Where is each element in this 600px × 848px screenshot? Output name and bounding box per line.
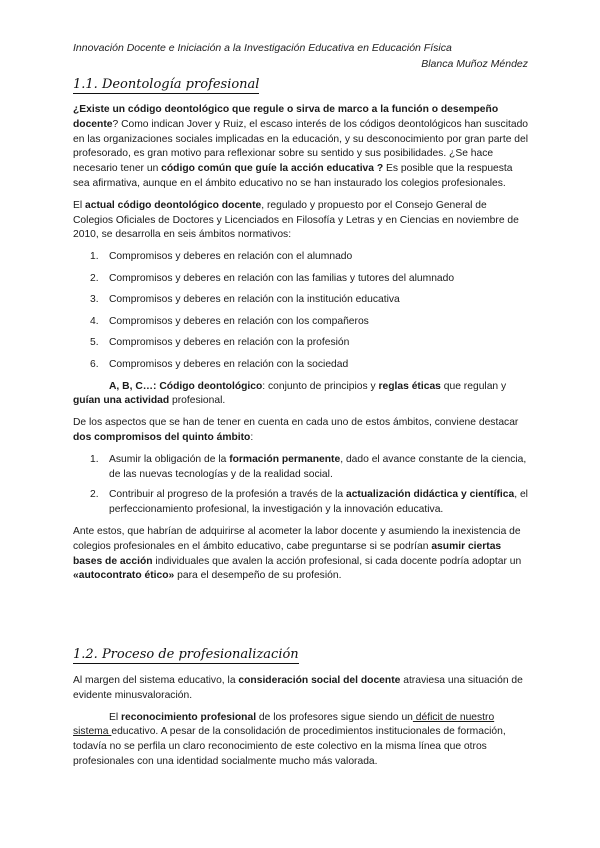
text: El xyxy=(109,711,122,723)
text: Asumir la obligación de la xyxy=(109,453,230,465)
paragraph xyxy=(73,711,529,770)
bold-text: «autocontrato ético» xyxy=(73,570,175,582)
text: El xyxy=(73,199,86,211)
list-number: 5. xyxy=(90,337,99,349)
paragraph xyxy=(73,525,529,584)
bold-text: guían una actividad xyxy=(73,395,170,407)
list-text: Compromisos y deberes en relación con la institución educativa xyxy=(109,294,400,306)
list-item xyxy=(73,488,529,518)
list-text: Compromisos y deberes en relación con las familias y tutores del alumnado xyxy=(109,272,455,284)
text: de los profesores sigue siendo un xyxy=(256,711,413,723)
bold-text: ¿Existe un código deontológico que regule o sirva de marco a la función o desempeño docente xyxy=(73,104,499,130)
underlined-text: déficit de nuestro sistema xyxy=(73,711,495,738)
section-body-deontologia xyxy=(73,103,529,584)
list-number: 6. xyxy=(90,358,99,370)
bold-text: asumir ciertas bases de acción xyxy=(73,540,502,567)
bold-text: actual código deontológico docente xyxy=(85,199,262,211)
list-text: Compromisos y deberes en relación con los compañeros xyxy=(109,315,369,327)
list-item xyxy=(73,336,529,358)
list-number: 1. xyxy=(90,453,99,465)
list-text: Compromisos y deberes en relación con la sociedad xyxy=(109,358,349,370)
header-title: Innovación Docente e Iniciación a la Investigación Educativa en Educación Física xyxy=(73,42,452,54)
list-item xyxy=(73,453,529,483)
section-body-profesionalizacion xyxy=(73,674,529,770)
text: Al margen del sistema educativo, la xyxy=(73,675,239,686)
text: ? Como indican Jover y Ruiz, el escaso interés de los códigos deontológicos han suscitado en las organizaciones sociales implicadas en la educación, y su desconocimiento por gran parte del profesorado, es gran motivo para reflexionar sobre su sentido y sus posibilidades. ¿Se hace necesario tener un xyxy=(73,118,529,175)
section-heading-profesionalizacion: 1.2. Proceso de profesionalización xyxy=(73,647,299,662)
bold-text: consideración social del docente xyxy=(238,675,401,686)
text: educativo. A pesar de la consolidación de procedimientos institucionales de formación, todavía no se perfila un claro reconocimiento de este colectivo en la misma línea que otros profesionales con una identidad socialmente mucho más valorada. xyxy=(73,726,506,767)
paragraph xyxy=(73,674,529,704)
bold-text: reglas éticas xyxy=(378,380,441,392)
text: De los aspectos que se han de tener en cuenta en cada uno de estos ámbitos, conviene destacar xyxy=(73,417,519,429)
paragraph xyxy=(73,103,529,192)
compromisos-list xyxy=(73,453,529,518)
bold-text: A, B, C…: Código deontológico xyxy=(109,380,263,392)
text: , regulado y propuesto por el Consejo General de Colegios Oficiales de Doctores y Licenciados en Filosofía y Letras y en Ciencias en noviembre de 2010, se desarrolla en seis ámbitos normativos: xyxy=(73,199,519,241)
paragraph xyxy=(73,416,529,446)
text: Ante estos, que habrían de adquirirse al acometer la labor docente y asumiendo la inexistencia de colegios profesionales en el ámbito educativo, cabe preguntarse si se podrían xyxy=(73,526,521,552)
list-text: Compromisos y deberes en relación con el alumnado xyxy=(109,251,353,263)
list-item xyxy=(73,293,529,315)
section-heading-deontologia: 1.1. Deontología profesional xyxy=(73,77,260,92)
text: , dado el avance constante de la ciencia, de las nuevas tecnologías y de la realidad social. xyxy=(109,453,527,480)
list-item xyxy=(73,250,529,272)
list-item xyxy=(73,272,529,294)
paragraph xyxy=(73,199,529,243)
list-number: 2. xyxy=(90,272,99,284)
text: individuales que avalen la acción profesional, si cada docente podría adoptar un xyxy=(152,555,522,567)
text: atraviesa una situación de evidente minusvaloración. xyxy=(73,675,523,701)
bold-text: actualización didáctica y científica xyxy=(345,489,515,501)
bold-text: dos compromisos del quinto ámbito xyxy=(73,432,251,444)
ambitos-list xyxy=(73,250,529,377)
list-number: 1. xyxy=(90,251,99,263)
text: Contribuir al progreso de la profesión a través de la xyxy=(109,489,346,501)
text: Es posible que la respuesta sea afirmativa, aunque en el ámbito educativo no se han instaurado los colegios profesionales. xyxy=(73,163,513,189)
text: : conjunto de principios y xyxy=(262,380,379,392)
list-item xyxy=(73,315,529,337)
list-number: 2. xyxy=(90,489,99,501)
text: , el perfeccionamiento profesional, la investigación y la innovación educativa. xyxy=(109,489,528,516)
text: : xyxy=(250,432,254,444)
bold-text: reconocimiento profesional xyxy=(121,711,257,723)
list-item xyxy=(73,358,529,377)
text: para el desempeño de su profesión. xyxy=(174,570,342,582)
list-number: 3. xyxy=(90,294,99,306)
header-author: Blanca Muñoz Méndez xyxy=(421,58,528,70)
text: profesional. xyxy=(169,395,226,407)
list-number: 4. xyxy=(90,315,99,327)
paragraph xyxy=(73,380,529,410)
bold-text: formación permanente xyxy=(229,453,341,465)
bold-text: código común que guíe la acción educativa ? xyxy=(161,163,384,175)
list-text: Compromisos y deberes en relación con la profesión xyxy=(109,337,350,349)
text: que regulan y xyxy=(440,380,507,392)
